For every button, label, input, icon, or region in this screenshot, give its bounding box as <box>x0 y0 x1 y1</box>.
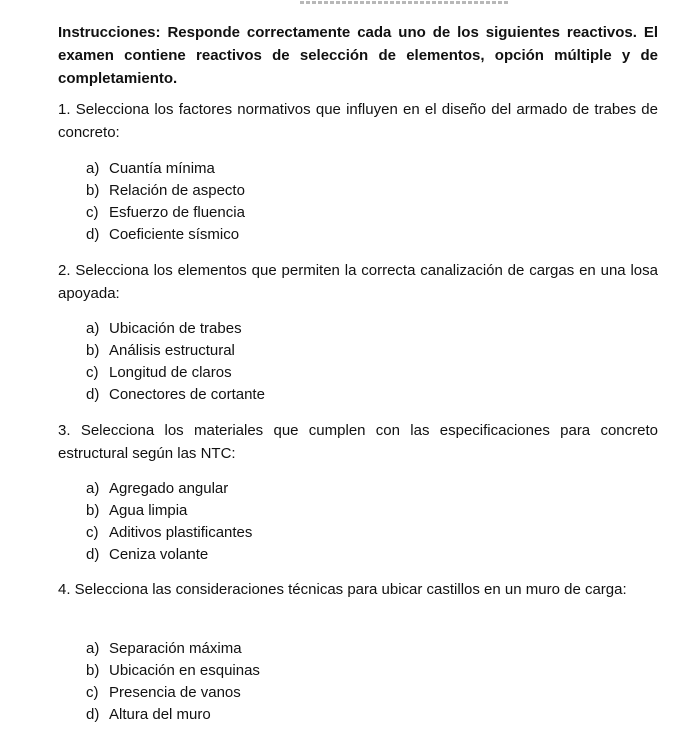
option-text: Coeficiente sísmico <box>109 226 240 243</box>
option-letter: a) <box>86 480 100 497</box>
option-letter: d) <box>86 546 100 563</box>
option-text: Cuantía mínima <box>109 160 215 177</box>
option-text: Conectores de cortante <box>109 386 265 403</box>
option-2b[interactable] <box>86 340 265 362</box>
option-4c[interactable] <box>86 682 260 704</box>
option-text: Presencia de vanos <box>109 684 241 701</box>
question-1-prompt: 1. Selecciona los factores normativos que influyen en el diseño del armado de trabes de concreto: <box>58 101 658 141</box>
question-2-options <box>86 318 265 406</box>
option-text: Agua limpia <box>109 502 188 519</box>
question-1-options <box>86 158 245 246</box>
option-1c[interactable] <box>86 202 245 224</box>
option-letter: d) <box>86 706 100 723</box>
option-letter: b) <box>86 502 100 519</box>
question-3-options <box>86 478 252 566</box>
option-text: Altura del muro <box>109 706 211 723</box>
option-2a[interactable] <box>86 318 265 340</box>
option-letter: b) <box>86 662 100 679</box>
option-text: Agregado angular <box>109 480 229 497</box>
option-1b[interactable] <box>86 180 245 202</box>
option-letter: b) <box>86 182 100 199</box>
option-1a[interactable] <box>86 158 245 180</box>
question-4-options <box>86 638 260 726</box>
option-text: Relación de aspecto <box>109 182 245 199</box>
option-letter: a) <box>86 160 100 177</box>
option-letter: d) <box>86 386 100 403</box>
question-3-prompt: 3. Selecciona los materiales que cumplen con las especificaciones para concreto estructural según las NTC: <box>58 422 658 462</box>
option-text: Ubicación en esquinas <box>109 662 260 679</box>
option-letter: a) <box>86 640 100 657</box>
cut-off-header-text <box>300 0 510 4</box>
option-4d[interactable] <box>86 704 260 726</box>
option-2c[interactable] <box>86 362 265 384</box>
option-3a[interactable] <box>86 478 252 500</box>
question-2-prompt: 2. Selecciona los elementos que permiten la correcta canalización de cargas en una losa apoyada: <box>58 262 658 302</box>
option-letter: c) <box>86 364 99 381</box>
option-letter: c) <box>86 204 99 221</box>
option-text: Esfuerzo de fluencia <box>109 204 245 221</box>
option-letter: c) <box>86 524 99 541</box>
option-2d[interactable] <box>86 384 265 406</box>
option-letter: b) <box>86 342 100 359</box>
option-4a[interactable] <box>86 638 260 660</box>
option-text: Separación máxima <box>109 640 242 657</box>
option-text: Análisis estructural <box>109 342 235 359</box>
option-4b[interactable] <box>86 660 260 682</box>
option-letter: a) <box>86 320 100 337</box>
option-1d[interactable] <box>86 224 245 246</box>
option-text: Ceniza volante <box>109 546 209 563</box>
option-text: Ubicación de trabes <box>109 320 242 337</box>
question-4-prompt: 4. Selecciona las consideraciones técnicas para ubicar castillos en un muro de carga: <box>58 581 627 598</box>
option-text: Longitud de claros <box>109 364 232 381</box>
option-3d[interactable] <box>86 544 252 566</box>
option-3b[interactable] <box>86 500 252 522</box>
option-letter: d) <box>86 226 100 243</box>
option-letter: c) <box>86 684 99 701</box>
instructions-text: Instrucciones: Responde correctamente cada uno de los siguientes reactivos. El examen contiene reactivos de selección de elementos, opción múltiple y de completamiento. <box>58 24 658 87</box>
option-text: Aditivos plastificantes <box>109 524 253 541</box>
option-3c[interactable] <box>86 522 252 544</box>
